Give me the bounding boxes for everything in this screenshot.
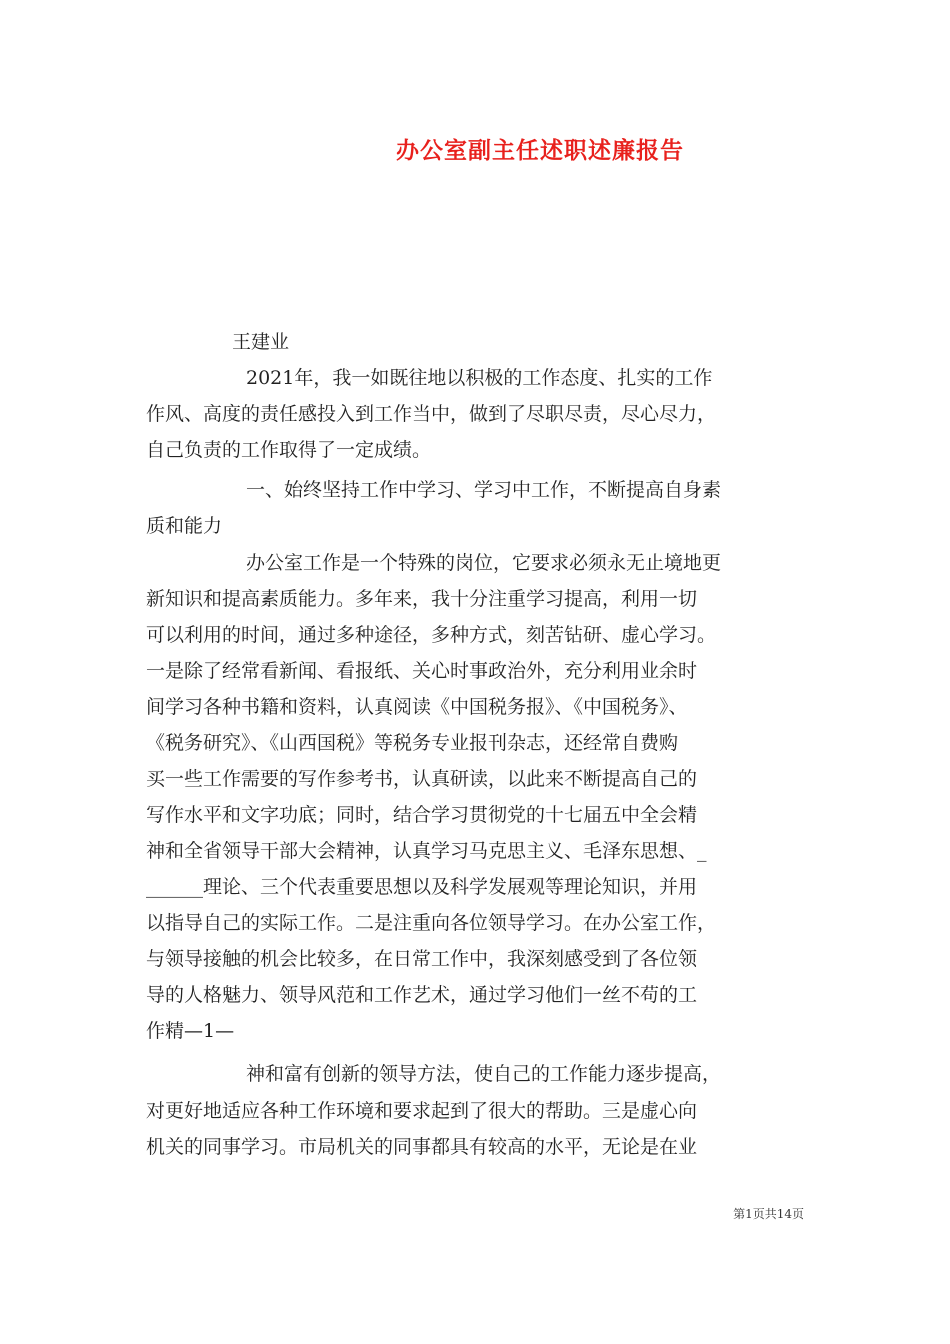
body-line: 神和全省领导干部大会精神，认真学习马克思主义、毛泽东思想、_ bbox=[146, 840, 707, 862]
body-line: 可以利用的时间，通过多种途径，多种方式，刻苦钻研、虚心学习。 bbox=[146, 624, 717, 646]
body-line: 神和富有创新的领导方法，使自己的工作能力逐步提高， bbox=[246, 1063, 722, 1085]
page-number: 第1页共14页 bbox=[733, 1207, 804, 1221]
body-line: 以指导自己的实际工作。二是注重向各位领导学习。在办公室工作， bbox=[146, 912, 717, 934]
section-heading: 质和能力 bbox=[146, 515, 223, 537]
body-line: 自己负责的工作取得了一定成绩。 bbox=[146, 439, 432, 461]
body-line: 一是除了经常看新闻、看报纸、关心时事政治外，充分利用业余时 bbox=[146, 660, 698, 682]
body-line: 写作水平和文字功底；同时，结合学习贯彻党的十七届五中全会精 bbox=[146, 804, 698, 826]
body-line: 与领导接触的机会比较多，在日常工作中，我深刻感受到了各位领 bbox=[146, 948, 698, 970]
body-line: 机关的同事学习。市局机关的同事都具有较高的水平，无论是在业 bbox=[146, 1136, 698, 1158]
section-heading: 一、始终坚持工作中学习、学习中工作，不断提高自身素 bbox=[246, 479, 722, 501]
body-line: ______理论、三个代表重要思想以及科学发展观等理论知识，并用 bbox=[146, 876, 698, 898]
body-line: 2021年，我一如既往地以积极的工作态度、扎实的工作 bbox=[246, 367, 713, 389]
body-line: 买一些工作需要的写作参考书，认真研读，以此来不断提高自己的 bbox=[146, 768, 698, 790]
body-line: 对更好地适应各种工作环境和要求起到了很大的帮助。三是虚心向 bbox=[146, 1100, 698, 1122]
author-name: 王建业 bbox=[232, 331, 290, 353]
body-line: 新知识和提高素质能力。多年来，我十分注重学习提高，利用一切 bbox=[146, 588, 698, 610]
body-line: 《税务研究》、《山西国税》等税务专业报刊杂志，还经常自费购 bbox=[146, 732, 679, 754]
document-title: 办公室副主任述职述廉报告 bbox=[396, 137, 684, 164]
body-line: 办公室工作是一个特殊的岗位，它要求必须永无止境地更 bbox=[246, 552, 722, 574]
body-line: 作风、高度的责任感投入到工作当中，做到了尽职尽责，尽心尽力， bbox=[146, 403, 717, 425]
body-line: 导的人格魅力、领导风范和工作艺术，通过学习他们一丝不苟的工 bbox=[146, 984, 698, 1006]
body-line: 间学习各种书籍和资料，认真阅读《中国税务报》、《中国税务》、 bbox=[146, 696, 688, 718]
body-line: 作精—1— bbox=[146, 1020, 235, 1042]
